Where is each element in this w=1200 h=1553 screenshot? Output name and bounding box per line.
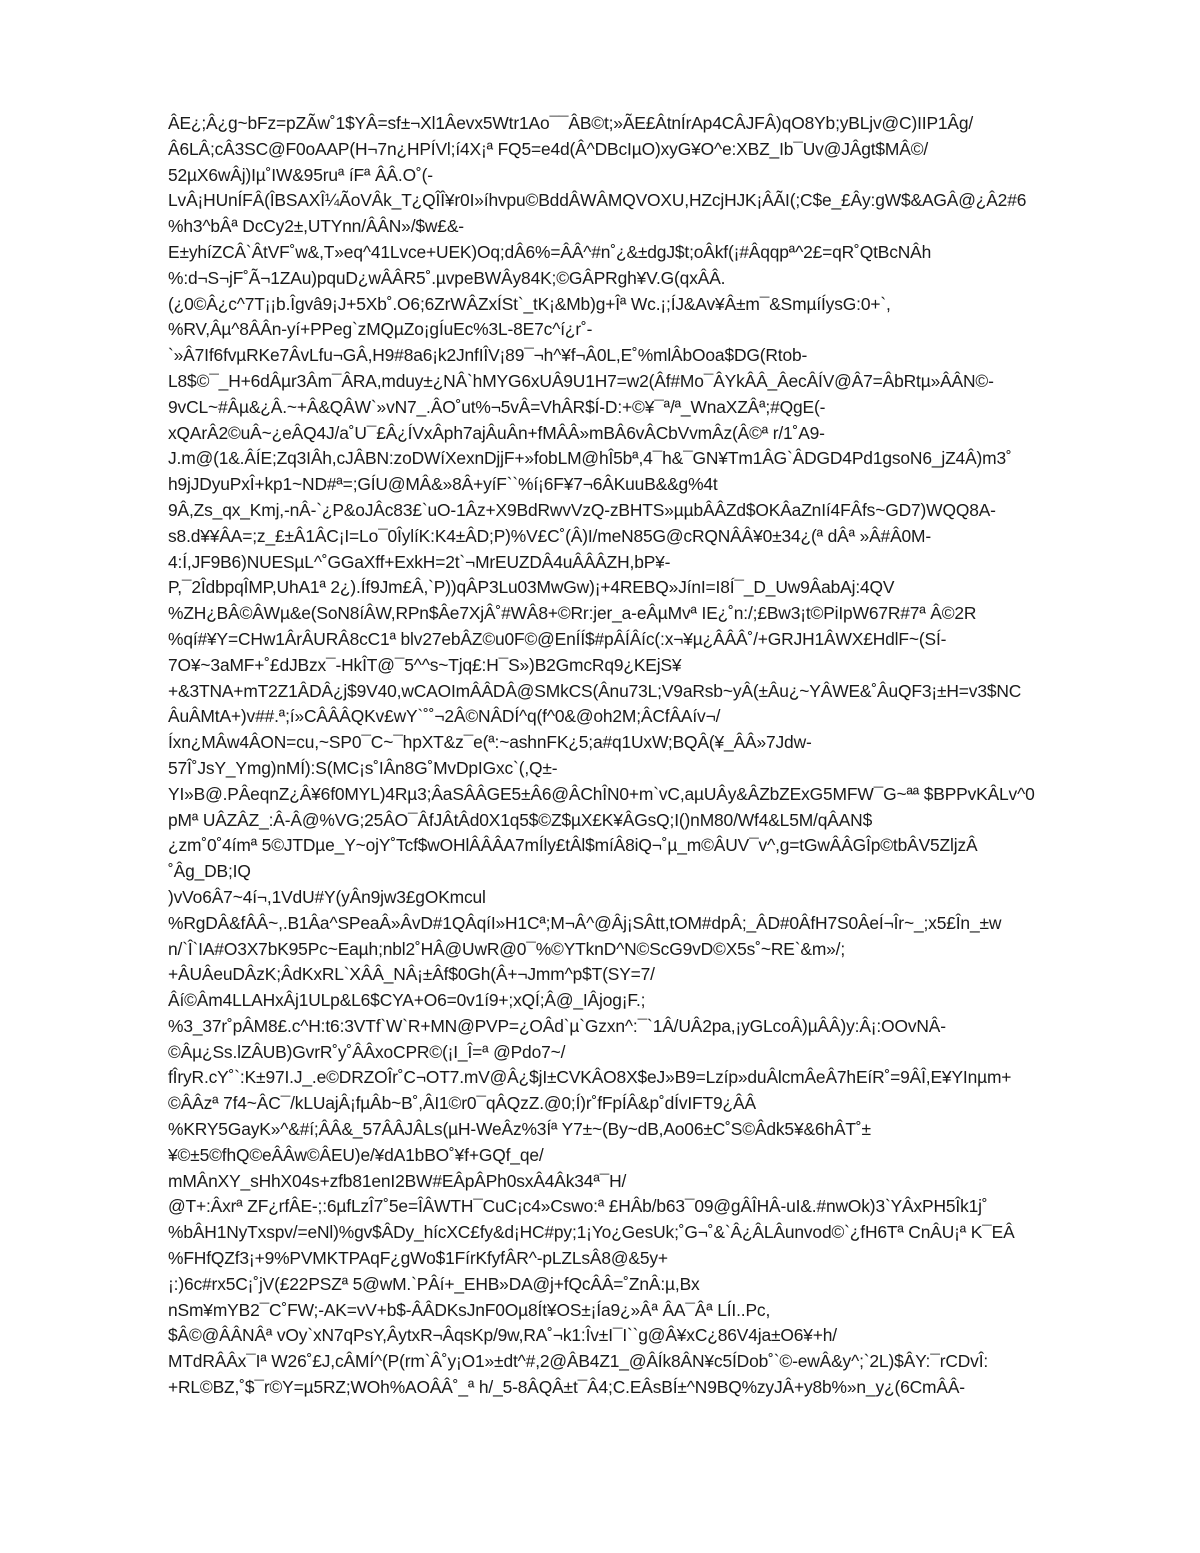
text-line: nSm¥mYB2¯C˚FW;-AK=vV+b$-ÂÂDKsJnF0Oµ8Ít¥OS±¡Ía9¿»Âª ÂA¯Âª LÍI..Pc, — [168, 1299, 771, 1320]
text-line: %bÂH1NyTxspv/=eNl)%gv$ÂDy_hícXC£fy&d¡HC#py;1¡Yo¿GesUk;˚G¬˚&`Â¿ÂLÂunvod©`¿fH6Tª CnÂU¡ª K¯EÂ — [168, 1222, 1015, 1243]
text-line: $Â©@ÂÂNÂª vOy`xN7qPsY,ÂytxR¬ÂqsKp/9w,RA˚¬k1:Îv±I¯I``g@Â¥xC¿86V4ja±O6¥+h/ — [168, 1325, 837, 1346]
text-line: (¿0©Â¿c^7T¡¡b.Îgvâ9¡J+5Xb˚.O6;6ZrWÂZxÍSt`_tK¡&Mb)g+Îª Wc.¡;ÍJ&Av¥Â±m¯&SmµíÍysG:0+`, — [168, 293, 891, 314]
text-line: 52µX6wÂj)Iµ˚IW&95ruª íFª ÂÂ.O˚(- — [168, 164, 433, 185]
text-line: %qí#¥Y=CHw1ÂrÂURÂ8cC1ª blv27ebÂZ©u0F©@EnÍÍ$#pÂÍÂíc(:x¬¥µ¿ÂÂÂ˚/+GRJH1ÂWX£HdlF~(SÍ- — [168, 628, 947, 649]
text-line: L8$©¯_H+6dÂµr3Âm¯ÂRA,mduy±¿NÂ`hMYG6xUÂ9U1H7=w2(Âf#Mo¯ÂYkÂÂ_ÂecÂÍV@Â7=ÂbRtµ»ÂÂN©- — [168, 370, 994, 391]
text-line: pMª UÂZÂZ_:Â-Â@%VG;25ÂO¯ÂfJÂtÂd0X1q5$©Z$µX£K¥ÂGsQ;I()nM80/Wf4&L5M/qÂAN$ — [168, 809, 873, 830]
text-line: ©ÂÂzª 7f4~ÂC¯/kLUajÂ¡fµÂb~B˚,ÂI1©r0¯qÂQzZ.@0;Í)r˚fFpÍÂ&p˚dÍvIFT9¿ÂÂ — [168, 1093, 756, 1114]
text-line: ˚Âg_DB;IQ — [168, 861, 251, 882]
text-line: ¥©±5©fhQ©eÂÂw©ÂEU)e/¥dA1bBO˚¥f+GQf_qe/ — [168, 1144, 544, 1165]
text-line: %ZH¿BÂ©ÂWµ&e(SoN8íÂW,RPn$Âe7XjÂ˚#WÂ8+©Rr:jer_a-eÂµMvª IE¿˚n:/;£Bw3¡t©PiIpW67R#7ª Â©2R — [168, 603, 977, 624]
text-line: )vVo6Â7~4í¬,1VdU#Y(yÂn9jw3£gOKmcul — [168, 886, 486, 907]
text-line: n/`Î`IA#O3X7bK95Pc~Eaµh;nbl2˚HÂ@UwR@0¯%©YTknD^N©ScG9vD©X5s˚~RE`&m»/; — [168, 938, 846, 959]
text-line: %h3^bÂª DcCy2±,UTYnn/ÂÂN»/$w£&- — [168, 216, 464, 237]
text-line: Íxn¿MÂw4ÂON=cu,~SP0¯C~¯hpXT&z¯e(ª:~ashnFK¿5;a#q1UxW;BQÂ(¥_ÂÂ»7Jdw- — [168, 732, 812, 753]
text-line: +ÂUÂeuDÂzK;ÂdKxRL`XÂÂ_NÂ¡±Âf$0Gh(Â+¬Jmm^p$T(SY=7/ — [168, 964, 655, 985]
text-line: MTdRÂÂx¯Iª W26˚£J,cÂMÍ^(P(rm`Â˚y¡O1»±dt^#,2@ÂB4Z1_@ÂÍk8ÂN¥c5ÍDob˚`©-ewÂ&y^;`2L)$ÂY:¯rCDvÎ: — [168, 1351, 989, 1372]
text-line: %FHfQZf3¡+9%PVMKTPAqF¿gWo$1FírKfyfÂR^-pLZLsÂ8@&5y+ — [168, 1248, 668, 1269]
text-line: 9Â,Zs_qx_Kmj,-nÂ-`¿P&oJÂc83£`uO-1Âz+X9BdRwvVzQ-zBHTS»µµbÂÂZd$OKÂaZnIí4FÂfs~GD7)WQQ8A- — [168, 499, 996, 520]
text-line: s8.d¥¥ÂA=;z_£±Â1ÂC¡I=Lo¯0ÎylíK:K4±ÂD;P)%V£C˚(Â)I/meN85G@cRQNÂÂ¥0±34¿(ª dÂª »Â#Â0M- — [168, 525, 932, 546]
document-body — [168, 111, 1118, 1401]
text-line: +&3TNA+mT2Z1ÂDÂ¿j$9V40,wCAOImÂÂDÂ@SMkCS(Ânu73L;V9aRsb~yÂ(±Âu¿~YÂWE&˚ÂuQF3¡±H=v3$NC — [168, 680, 1022, 701]
text-line: %:d¬S¬jF˚Ã¬1ZAu)pquD¿wÂÂR5˚.µvpeBWÂy84K;©GÂPRgh¥V.G(qxÂÂ. — [168, 267, 726, 288]
text-line: fÎryR.cY˚`:K±97I.J_.e©DRZOÎr˚C¬OT7.mV@Â¿$jI±CVKÂO8X$eJ»B9=Lzíp»duÂlcmÂeÂ7hEíR˚=9ÂÎ,E¥YInµm+ — [168, 1067, 1012, 1088]
text-line: xQArÂ2©uÂ~¿eÂQ4J/a˚U¯£Â¿ÍVxÂph7ajÂuÂn+fMÂÂ»mBÂ6vÂCbVvmÂz(Â©ª r/1˚A9- — [168, 422, 825, 443]
text-line: 57Î˚JsY_Ymg)nMÍ):S(MC¡s˚IÂn8G˚MvDpIGxc`(,Q±- — [168, 757, 558, 778]
text-line: h9jJDyuPxÎ+kp1~ND#ª=;GÍU@MÂ&»8Â+yíF``%í¡6F¥7¬6ÂKuuB&&g%4t — [168, 474, 718, 495]
text-line: LvÂ¡HUnÍFÂ(ÎBSAXÎ¼ÃoVÂk_T¿QÎÎ¥r0I»íhvpu©BddÂWÂMQVOXU,HZcjHJK¡ÂÃI(;C$e_£Ây:gW$&AGÂ@¿Â2#6 — [168, 190, 1027, 211]
text-line: ©Âµ¿Ss.lZÂUB)GvrR˚y˚ÂÂxoCPR©(¡I_Î=ª @Pdo7~/ — [168, 1041, 566, 1062]
text-line: J.m@(1&.ÂÍE;Zq3IÂh,cJÂBN:zoDWíXexnDjjF+»fobLM@hÎ5bª,4¯h&¯GN¥Tm1ÂG`ÂDGD4Pd1gsoN6_jZ4Â)m3˚ — [168, 448, 1012, 469]
text-line: ÂuÂMtA+)v##.ª;í»CÂÂÂQKv£wY`˚˚¬2Â©NÂDÍ^q(f^0&@oh2M;ÂCfÂAív¬/ — [168, 706, 721, 727]
text-line: ¿zm˚0˚4ímª 5©JTDµe_Y~ojY˚Tcf$wOHlÂÂÂA7mÍly£tÂl$míÂ8iQ¬˚µ_m©ÂUV¯v^,g=tGwÂÂGÎp©tbÂV5ZljzÂ — [168, 835, 978, 856]
text-line: ¡:)6c#rx5C¡˚jV(£22PSZª 5@wM.`PÂí+_EHB»DA@j+fQcÂÂ=˚ZnÂ:µ,Bx — [168, 1273, 700, 1294]
text-line: 4:Í,JF9B6)NUESµL^˚GGaXff+ExkH=2t`¬MrEUZDÂ4uÂÂÂZH,bP¥- — [168, 551, 671, 572]
text-line: %RgDÂ&fÂÂ~,.B1Âa^SPeaÂ»ÂvD#1QÂqíI»H1Cª;M¬Â^@Âj¡SÂtt,tOM#dpÂ;_ÂD#0ÂfH7S0ÂeÍ¬Îr~_;x5£În_±w — [168, 912, 1002, 933]
text-line: `»Â7If6fvµRKe7ÂvLfu¬GÂ,H9#8a6¡k2JnfIÎV¡89¯¬h^¥f¬Â0L,E˚%mlÂbOoa$DG(Rtob- — [168, 345, 808, 366]
text-line: @T+:Âxrª ZF¿rfÂE-;:6µfLzÎ7˚5e=ÎÂWTH¯CuC¡c4»Cswo:ª £HÂb/b63¯09@gÂÎHÂ-uI&.#nwOk)3`YÂxPH5Îk1j˚ — [168, 1196, 988, 1217]
text-line: ÂE¿;Â¿g~bFz=pZÃw˚1$YÂ=sf±¬Xl1Âevx5Wtr1Ao¯¯ÂB©t;»ÃE£ÂtnÍrAp4CÂJFÂ)qO8Yb;yBLjv@C)IIP1Âg/ — [168, 113, 974, 133]
text-line: P,¯2ÎdbpqÎMP,UhA1ª 2¿).Íf9Jm£Â,`P))qÂP3Lu03MwGw)¡+4REBQ»JínI=I8Í¯_D_Uw9ÂabAj:4QV — [168, 577, 895, 598]
text-line: mMÂnXY_sHhX04s+zfb81enI2BW#EÂpÂPh0sxÂ4Âk34ª¯H/ — [168, 1170, 627, 1191]
text-line: +RL©BZ,˚$¯r©Y=µ5RZ;WOh%AOÂÂ˚_ª h/_5-8ÂQÂ±t¯Â4;C.EÂsBÍ±^N9BQ%zyJÂ+y8b%»n_y¿(6CmÂÂ- — [168, 1377, 965, 1398]
text-line: Âí©Âm4LLAHxÂj1ULp&L6$CYA+O6=0v1í9+;xQÍ;Â@_IÂjog¡F.; — [168, 990, 646, 1011]
text-line: E±yhíZCÂ`ÂtVF˚w&,T»eq^41Lvce+UEK)Oq;dÂ6%=ÂÂ^#n˚¿&±dgJ$t;oÂkf(¡#Âqqpª^2£=qR˚QtBcNÂh — [168, 241, 932, 262]
text-line: %3_37r˚pÂM8£.c^H:t6:3VTf`W`R+MN@PVP=¿OÂd`µ`Gzxn^:¯`1Â/UÂ2pa,¡yGLcoÂ)µÂÂ)y:Â¡:OOvNÂ- — [168, 1015, 946, 1036]
text-line: Â6LÂ;cÂ3SC@F0oAAP(H¬7n¿HPÍVl;í4X¡ª FQ5=e4d(Â^DBcIµO)xyG¥O^e:XBZ_Ib¯Uv@JÂgt$MÂ©/ — [168, 138, 929, 159]
text-line: %RV,Âµ^8ÂÂn-yí+PPeg`zMQµZo¡gÍuEc%3L-8E7c^í¿r˚- — [168, 319, 593, 340]
text-line: 7O¥~3aMF+˚£dJBzx¯-HkÎT@¯5^^s~Tjq£:H¯S»)B2GmcRq9¿KEjS¥ — [168, 654, 682, 675]
text-line: %KRY5GayK»^&#í;ÂÂ&_57ÂÂJÂLs(µH-WeÂz%3Íª Y7±~(By~dB,Ao06±C˚S©Âdk5¥&6hÂT˚± — [168, 1119, 871, 1140]
text-line: YI»B@.PÂeqnZ¿Â¥6f0MYL)4Rµ3;ÂaSÂÂGE5±Â6@ÂChÎN0+m`vC,aµUÂy&ÂZbZExG5MFW¯G~ªª $BPPvKÂLv^0 — [168, 783, 1035, 804]
text-line: 9vCL~#Âµ&¿Â.~+Â&QÂW`»vN7_.ÂO˚ut%¬5vÂ=VhÂR$Í-D:+©¥¯ª/ª_WnaXZÂª;#QgE(- — [168, 396, 826, 417]
